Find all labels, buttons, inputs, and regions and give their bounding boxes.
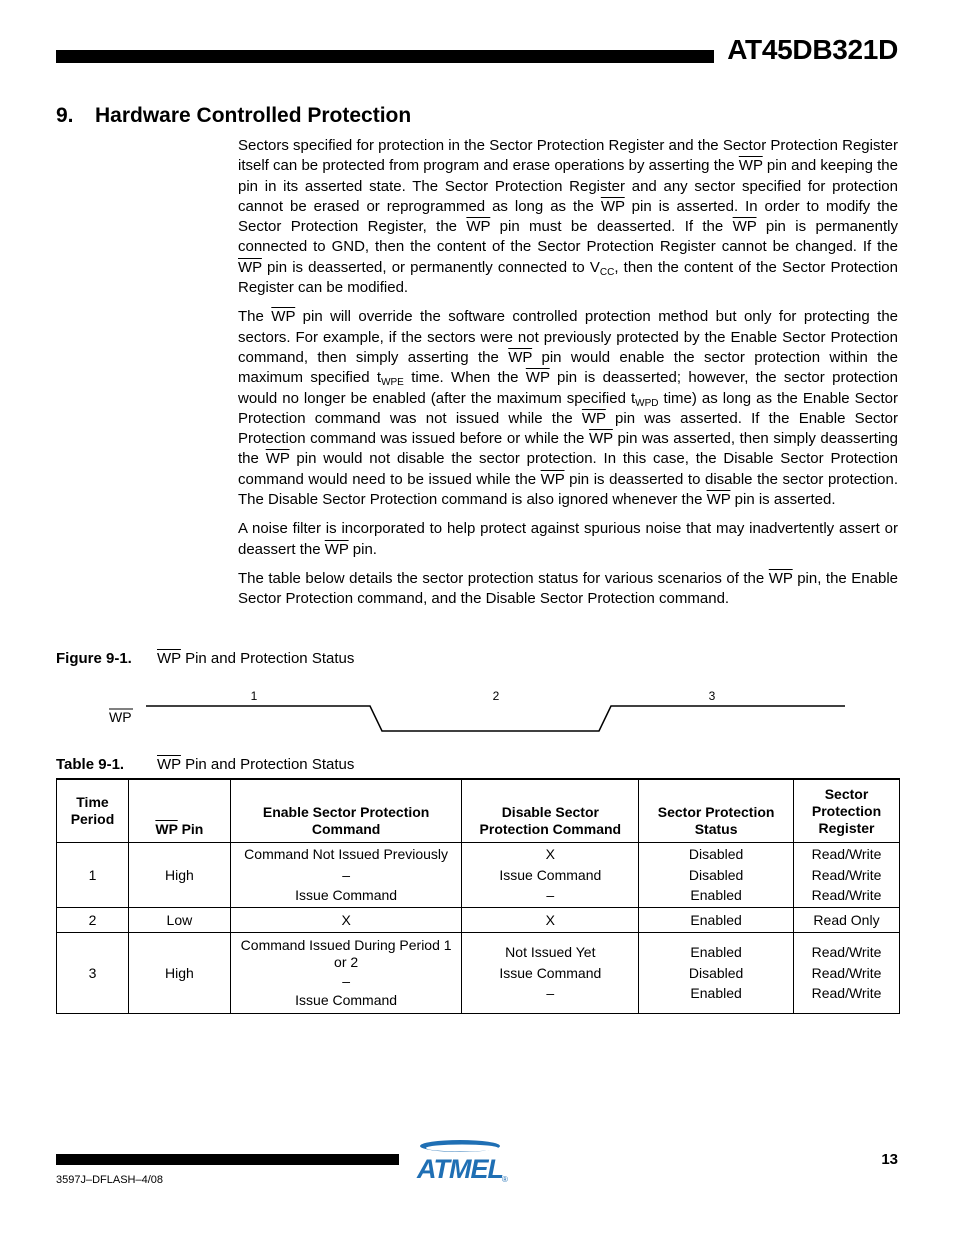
footer-bar — [56, 1154, 399, 1165]
logo-wordmark: ATMEL — [417, 1154, 503, 1184]
figure-caption — [56, 650, 354, 667]
cell-register: Read/Write Read/Write Read/Write — [794, 933, 900, 1014]
cell-wp-pin: High — [128, 843, 230, 908]
figure-label: Figure 9-1. — [56, 650, 132, 667]
header-bar — [56, 50, 714, 63]
cell-status: Disabled Disabled Enabled — [639, 843, 794, 908]
cell-wp-pin: High — [128, 933, 230, 1014]
period-label-3: 3 — [708, 689, 716, 703]
page-number: 13 — [881, 1151, 898, 1168]
cell-enable: Command Not Issued Previously – Issue Command — [230, 843, 462, 908]
section-heading — [56, 104, 411, 128]
cell-status: Enabled Disabled Enabled — [639, 933, 794, 1014]
section-title: Hardware Controlled Protection — [95, 104, 412, 127]
paragraph-4: The table below details the sector protection status for various scenarios of the $\overline{WP}$ pin, the Enable Sector Protection command, and the Disable Sector Protection command. — [238, 569, 898, 608]
body-text — [238, 136, 898, 619]
header-enable-command: Enable Sector Protection Command — [230, 779, 462, 843]
cell-register: Read Only — [794, 908, 900, 933]
table-label: Table 9-1. — [56, 756, 125, 773]
cell-period: 2 — [57, 908, 129, 933]
figure-wp: $\overline{WP}$ — [157, 650, 181, 667]
paragraph-1: Sectors specified for protection in the Sector Protection Register and the Sector Protection Register itself can be protected from program and erase operations by asserting the $\overline{WP}$ pin and keeping the pin in its asserted state. The Sector Protection Register and any sector specified for protection cannot be erased or reprogrammed as long as the $\overline{WP}$ pin is asserted. In order to modify the Sector Protection Register, the $\overline{WP}$ pin must be deasserted. If the $\overline{WP}$ pin is permanently connected to GND, then the content of the Sector Protection Register cannot be changed. If the $\overline{WP}$ pin is deasserted, or permanently connected to $V_{CC}$, then the content of the Sector Protection Register can be modified. — [238, 137, 898, 297]
cell-enable: X — [230, 908, 462, 933]
cell-register: Read/Write Read/Write Read/Write — [794, 843, 900, 908]
cell-enable: Command Issued During Period 1 or 2 – Issue Command — [230, 933, 462, 1014]
cell-period: 3 — [57, 933, 129, 1014]
figure-title: Pin and Protection Status — [180, 650, 355, 667]
header-disable-command: Disable Sector Protection Command — [462, 779, 639, 843]
table-caption — [56, 756, 354, 773]
header-time-period: Time Period — [57, 779, 129, 843]
wp-waveform — [56, 684, 856, 740]
cell-disable: X Issue Command – — [462, 843, 639, 908]
waveform-signal-label: WP — [109, 709, 132, 725]
document-code: 3597J–DFLASH–4/08 — [56, 1174, 164, 1186]
cell-status: Enabled — [639, 908, 794, 933]
section-number: 9. — [56, 104, 74, 127]
paragraph-2: The $\overline{WP}$ pin will override the software controlled protection method but only for protecting the sectors. For example, if the sectors were not previously protected by the Enable Sector Protection command, then simply asserting the $\overline{WP}$ pin would enable the sector protection within the maximum specified $t_{WPE}$ time. When the $\overline{WP}$ pin is deasserted; however, the sector protection would no longer be enabled (after the maximum specified $t_{WPD}$ time) as long as the Enable Sector Protection command was not issued while the $\overline{WP}$ pin was asserted. If the Enable Sector Protection command was issued before or while the $\overline{WP}$ pin was asserted, then simply deasserting the $\overline{WP}$ pin would not disable the sector protection. In this case, the Disable Sector Protection command would need to be issued while the $\overline{WP}$ pin is deasserted to disable the sector protection. The Disable Sector Protection command is also ignored whenever the $\overline{WP}$ pin is asserted. — [238, 308, 899, 509]
cell-wp-pin: Low — [128, 908, 230, 933]
header-protection-status: Sector Protection Status — [639, 779, 794, 843]
cell-disable: X — [462, 908, 639, 933]
cell-period: 1 — [57, 843, 129, 908]
period-label-2: 2 — [492, 689, 500, 703]
document-title: AT45DB321D — [727, 34, 898, 65]
cell-disable: Not Issued Yet Issue Command – — [462, 933, 639, 1014]
table-title: Pin and Protection Status — [180, 756, 355, 773]
table-row — [57, 933, 900, 1014]
waveform-trace — [146, 706, 845, 731]
table-row — [57, 843, 900, 908]
header-protection-register: Sector Protection Register — [794, 779, 900, 843]
atmel-logo — [414, 1136, 508, 1186]
table-row — [57, 908, 900, 933]
table-header-row — [57, 779, 900, 843]
table-caption-wp: $\overline{WP}$ — [157, 756, 181, 773]
header-wp-pin: $\overline{WP}$ Pin — [128, 779, 230, 843]
protection-status-table — [56, 778, 900, 1014]
logo-registered-mark: ® — [502, 1175, 508, 1184]
paragraph-3: A noise filter is incorporated to help protect against spurious noise that may inadvertently assert or deassert the $\overline{WP}$ pin. — [238, 520, 898, 558]
period-label-1: 1 — [250, 689, 258, 703]
